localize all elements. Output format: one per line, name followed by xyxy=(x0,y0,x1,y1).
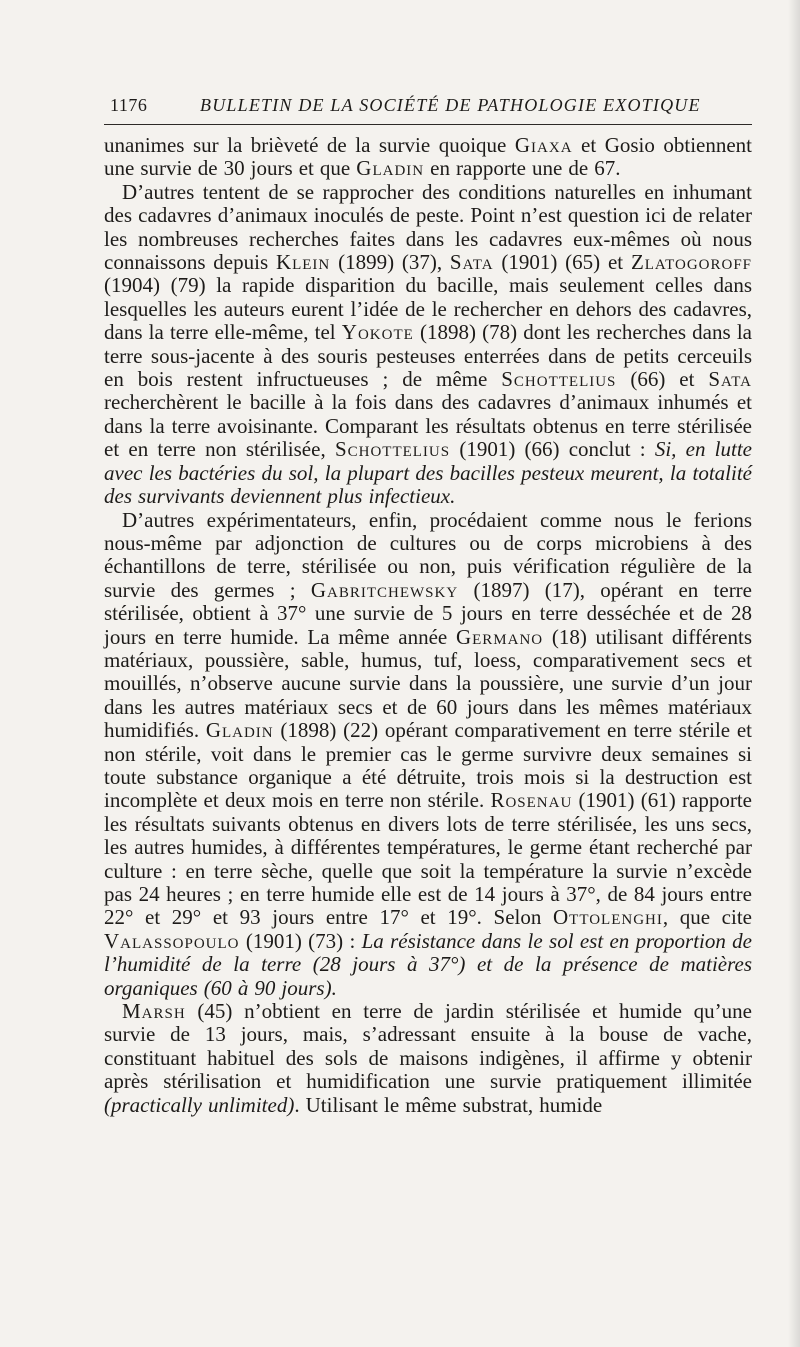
header-rule xyxy=(104,124,752,125)
author-name: Marsh xyxy=(122,999,186,1024)
italic-quote: (practically unlimited) xyxy=(104,1092,295,1117)
author-name: Germano xyxy=(455,624,544,649)
text-run: (1897) (17), opérant en terre stérilisée, obtient à 37° une survie de 5 jours en terre desséchée et de 28 jours en terre humide. La même année xyxy=(104,577,752,649)
text-run: (18) utilisant différents matériaux, poussière, sable, humus, tuf, loess, comparativement secs et mouillés, n’observe aucune survie dans la poussière, une survie d’un jour dans les autres matériaux secs et de 60 jours dans les mêmes matériaux humidifiés. xyxy=(104,624,753,743)
author-name: Yokote xyxy=(341,320,414,345)
author-name: Sata xyxy=(708,367,752,392)
author-name: Ottolenghi xyxy=(552,905,663,930)
text-run: (66) et xyxy=(616,367,709,392)
running-title: BULLETIN DE LA SOCIÉTÉ DE PATHOLOGIE EXOTIQUE xyxy=(200,95,701,115)
text-run: D’autres tentent de se rapprocher des conditions naturelles en inhumant des cadavres d’animaux inoculés de peste. Point n’est question ici de relater les nombreuses recherches faites dans les cadavres eux-mêmes où nous connaissons depuis xyxy=(104,179,752,275)
author-name: Schottelius xyxy=(334,437,451,462)
text-run: recherchèrent le bacille à la fois dans des cadavres d’animaux inhumés et dans la terre avoisinante. Comparant les résultats obtenus en terre stérilisée et en terre non stérilisée, xyxy=(104,390,752,462)
paragraph xyxy=(104,1000,752,1117)
text-run: , que cite xyxy=(662,905,752,930)
text-run: (1898) (22) opérant comparativement en terre stérile et non stérile, voit dans le premier cas le germe survivre deux semaines si toute substance organique a été détruite, trois mois si la destruction est incomplète et deux mois en terre non stérile. xyxy=(104,718,752,813)
author-name: Gladin xyxy=(205,718,274,743)
text-run: (1899) (37), xyxy=(330,250,450,275)
text-run: . Utilisant le même substrat, humide xyxy=(294,1092,603,1117)
paragraph xyxy=(104,134,752,181)
text-run: en rapporte une de 67. xyxy=(424,156,621,181)
author-name: Giaxa xyxy=(514,133,573,157)
text-run: (1901) (66) conclut : xyxy=(450,437,655,462)
author-name: Klein xyxy=(275,250,331,275)
italic-quote: Si, en lutte avec les bactéries du sol, la plupart des bacilles pesteux meurent, la totalité des survivants deviennent plus infectieux. xyxy=(104,437,752,509)
text-run: (1901) (65) et xyxy=(493,250,631,275)
author-name: Gladin xyxy=(356,156,425,181)
text-run: (1904) (79) la rapide disparition du bacille, mais seulement celles dans lesquelles les auteurs eurent l’idée de le rechercher en dehors des cadavres, dans la terre elle-même, tel xyxy=(104,273,752,345)
text-run: (1901) (61) rapporte les résultats suivants obtenus en divers lots de terre stérilisée, les uns secs, les autres humides, à différentes températures, le germe étant recherché par culture : en terre sèche, quelle que soit la température la survie n’excède pas 24 heures ; en terre humide elle est de 14 jours à 37°, de 84 jours entre 22° et 29° et 93 jours entre 17° et 19°. Selon xyxy=(104,788,752,930)
italic-quote: La résistance dans le sol est en proportion de l’humidité de la terre (28 jours à 37°) et de la présence de matières organiques (60 à 90 jours). xyxy=(104,928,752,1000)
text-run: et Gosio obtiennent une survie de 30 jours et que xyxy=(104,133,753,181)
text-run: unanimes sur la brièveté de la survie quoique xyxy=(104,133,515,157)
paragraph xyxy=(104,181,752,509)
text-run: (1901) (73) : xyxy=(239,928,362,953)
page-number: 1176 xyxy=(110,95,148,115)
author-name: Sata xyxy=(449,250,494,275)
author-name: Rosenau xyxy=(490,788,573,813)
author-name: Schottelius xyxy=(501,367,617,392)
text-run: D’autres expérimentateurs, enfin, procédaient comme nous le ferions nous-même par adjonction de cultures ou de corps microbiens à des échantillons de terre, stérilisée ou non, puis vérification régulière de la survie des germes ; xyxy=(104,507,752,602)
author-name: Gabritchewsky xyxy=(310,577,459,602)
page-header xyxy=(104,94,752,122)
author-name: Zlatogoroff xyxy=(630,250,753,275)
paragraph xyxy=(104,509,752,1001)
author-name: Valassopoulo xyxy=(104,928,240,953)
body-text xyxy=(104,134,752,1244)
page-edge-shadow xyxy=(788,0,800,1347)
text-run: (1898) (78) dont les recherches dans la terre sous-jacente à des souris pesteuses enterrées dans de petits cerceuils en bois restent infructueuses ; de même xyxy=(104,320,752,392)
text-run: (45) n’obtient en terre de jardin stérilisée et humide qu’une survie de 13 jours, mais, s’adressant ensuite à la bouse de vache, constituant habituel des sols de maisons indigènes, il affirme y obtenir après stérilisation et humidification une survie pratiquement illimitée xyxy=(104,999,752,1094)
